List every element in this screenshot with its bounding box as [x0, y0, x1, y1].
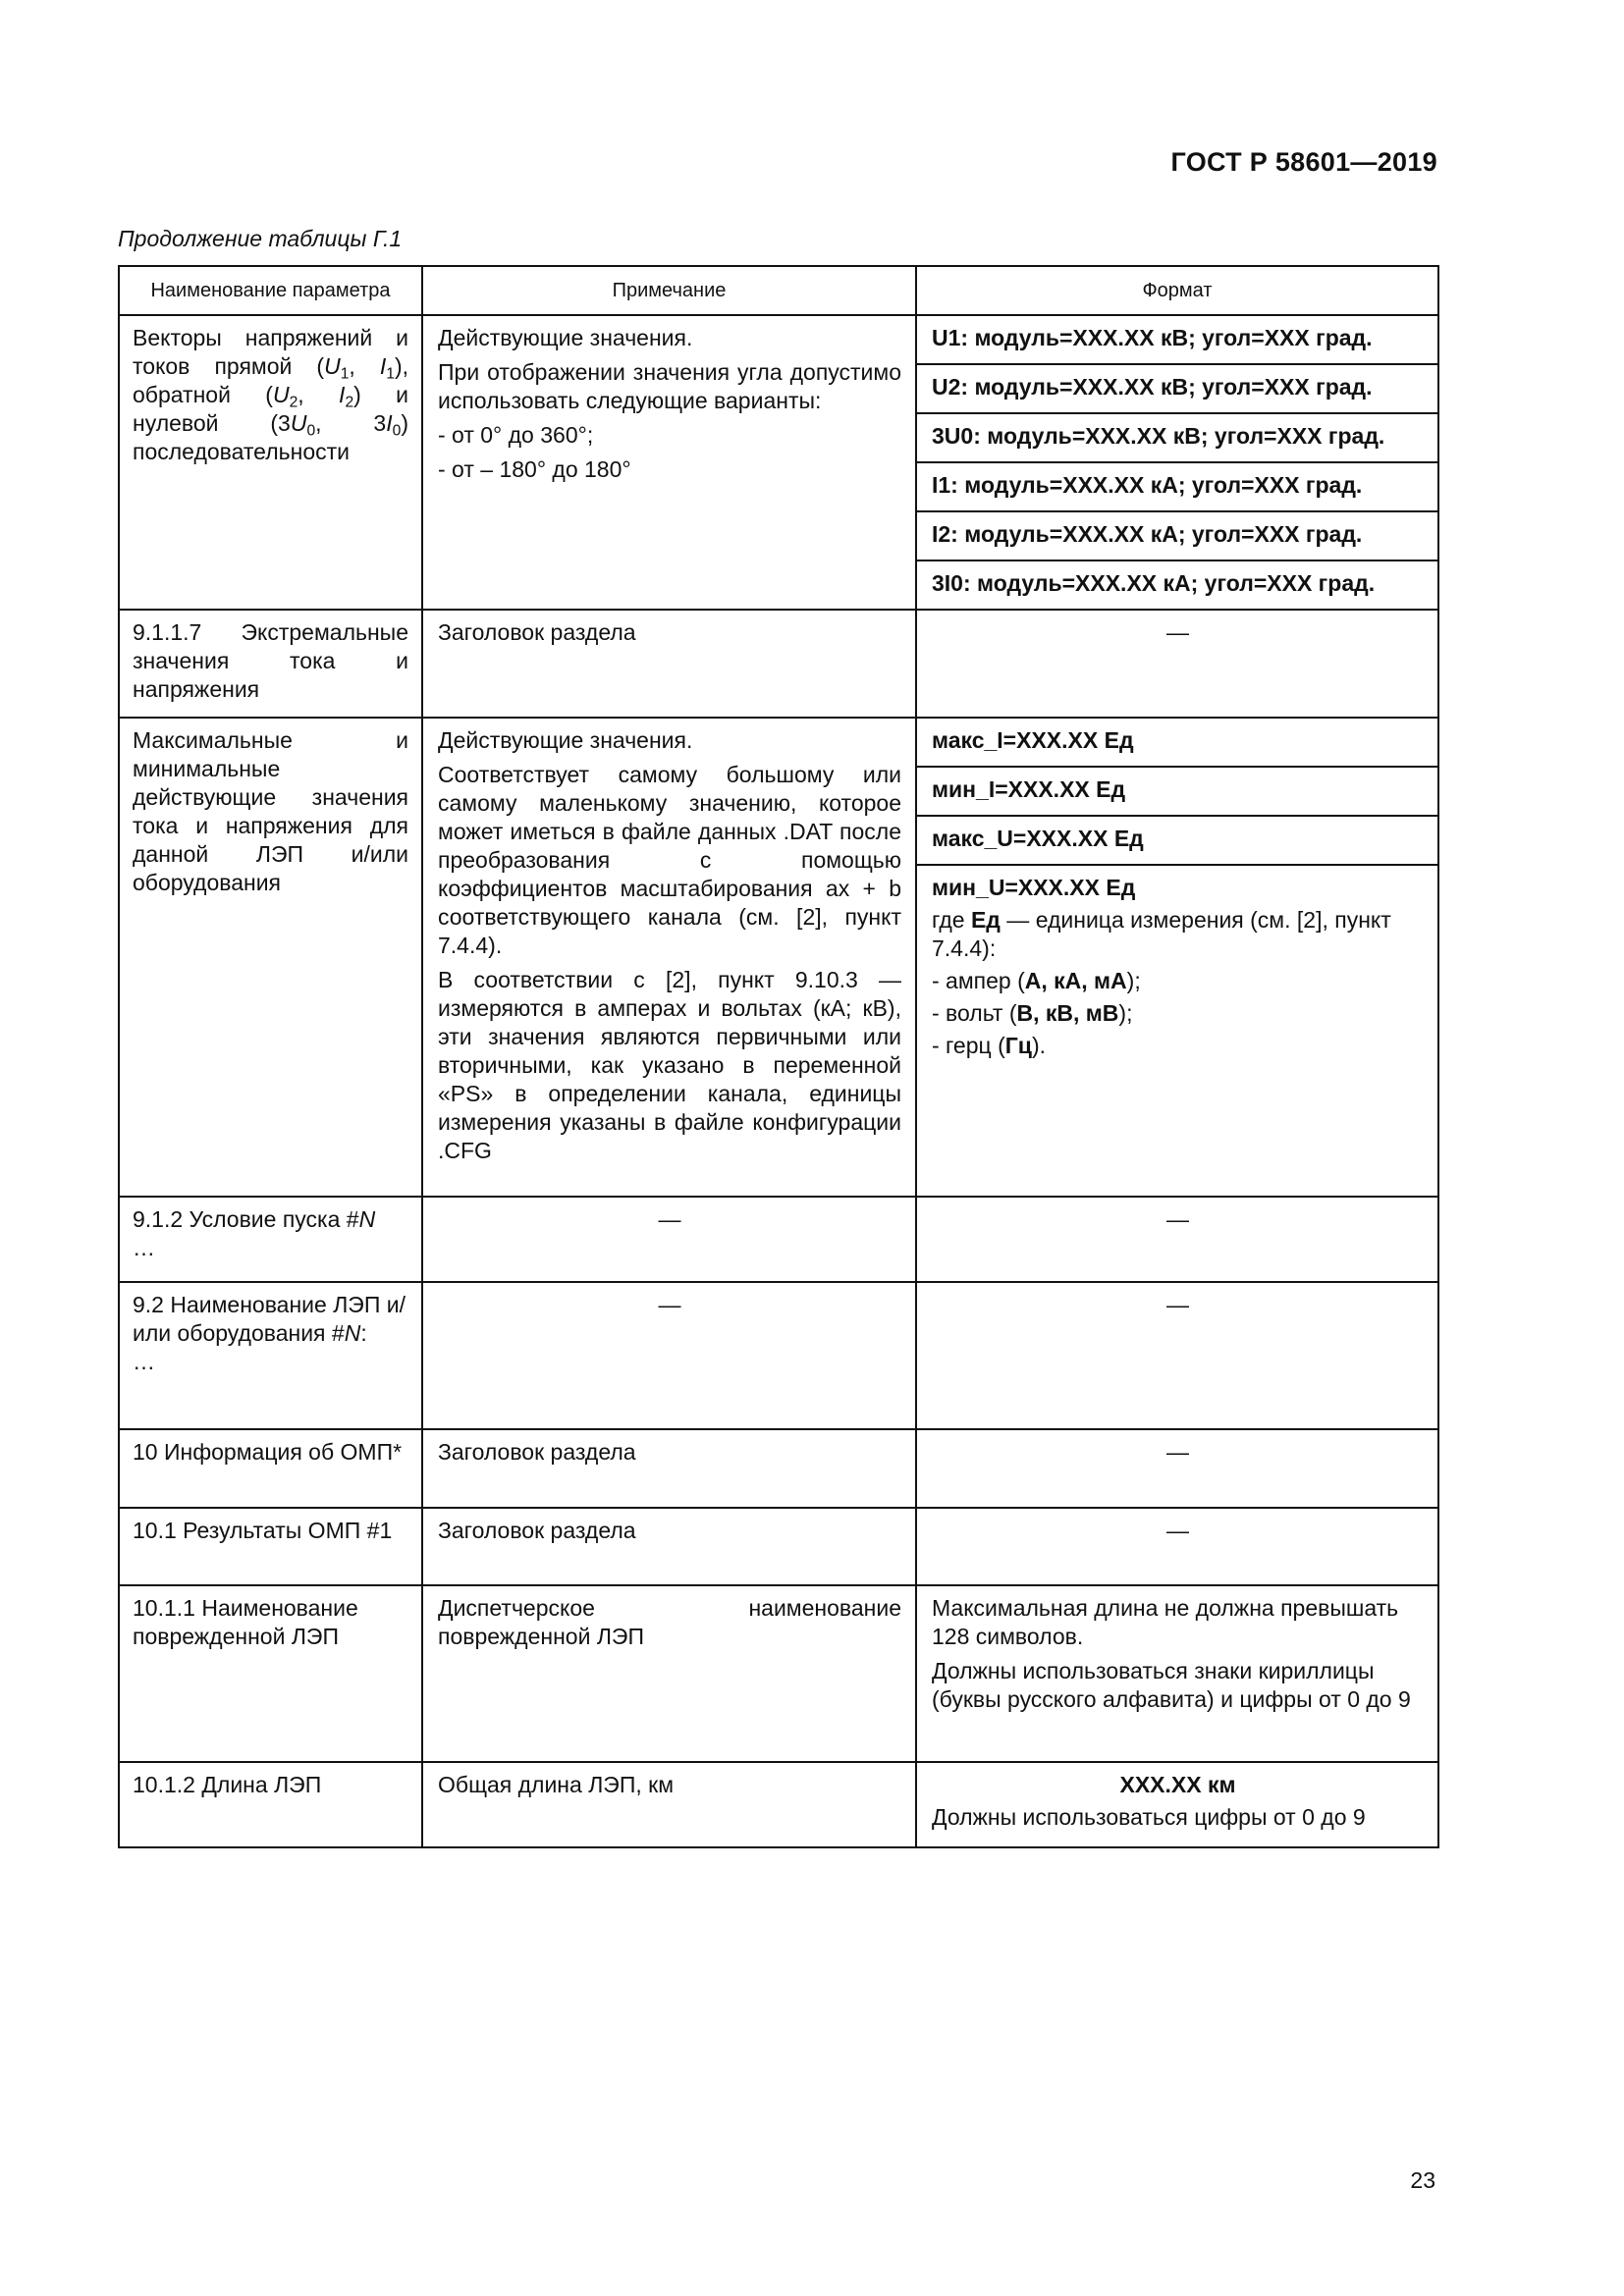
format-cell: I2: модуль=XXX.XX кА; угол=XXX град. — [916, 511, 1438, 561]
table-caption: Продолжение таблицы Г.1 — [118, 226, 403, 251]
text-fragment: ) и нулевой (3 — [133, 382, 409, 436]
text-fragment: ) последовательности — [133, 410, 408, 464]
format-cell: — — [916, 1429, 1438, 1508]
note-cell: Диспетчерское наименование поврежденной ЛЭП — [422, 1585, 916, 1762]
text-fragment: Гц — [1004, 1033, 1032, 1058]
text-fragment: 2 — [289, 394, 298, 411]
note-paragraph: В соответствии с [2], пункт 9.10.3 — измеряются в амперах и вольтах (кА; кВ), эти значения являются первичными или вторичными, как указано в переменной «PS» в определении канала, единицы измерения указаны в файле конфигурации .CFG — [438, 967, 901, 1163]
text-fragment: ); — [1126, 968, 1141, 993]
text-fragment: - герц ( — [932, 1033, 1005, 1058]
format-cell: — — [916, 610, 1438, 718]
format-cell — [916, 1762, 1438, 1847]
param-cell: 10.1.1 Наименование поврежденной ЛЭП — [119, 1585, 422, 1762]
text-fragment: - ампер ( — [932, 968, 1025, 993]
parameter-table — [118, 265, 1439, 1848]
text-fragment: , 3 — [315, 410, 387, 436]
table-row — [119, 315, 1438, 364]
format-cell: макс_I=XXX.XX Ед — [916, 718, 1438, 767]
param-cell: 10 Информация об ОМП* — [119, 1429, 422, 1508]
text-fragment: 1 — [386, 365, 395, 383]
param-cell: 9.1.1.7 Экстремальные значения тока и напряжения — [119, 610, 422, 718]
note-paragraph: Действующие значения. — [438, 325, 693, 350]
note-paragraph: Действующие значения. — [438, 727, 693, 753]
table-row — [119, 1282, 1438, 1429]
table-row — [119, 1762, 1438, 1847]
param-cell: 10.1.2 Длина ЛЭП — [119, 1762, 422, 1847]
note-cell: Заголовок раздела — [422, 610, 916, 718]
text-fragment: I — [379, 353, 387, 379]
note-cell — [422, 315, 916, 610]
text-fragment: U — [324, 353, 341, 379]
unit-list-item — [932, 1032, 1424, 1060]
text-fragment: , — [349, 353, 380, 379]
format-title: XXX.XX км — [1119, 1772, 1236, 1797]
text-fragment: — единица измерения (см. [2], пункт 7.4.4): — [932, 907, 1391, 961]
text-fragment: : — [360, 1320, 367, 1346]
text-fragment: U — [290, 410, 307, 436]
format-cell: U2: модуль=XXX.XX кВ; угол=XXX град. — [916, 364, 1438, 413]
unit-list-item — [932, 967, 1424, 995]
param-cell: 10.1 Результаты ОМП #1 — [119, 1508, 422, 1585]
text-fragment: N — [358, 1206, 376, 1232]
format-paragraph: Максимальная длина не должна превышать 128 символов. — [932, 1595, 1399, 1649]
text-fragment: 9.1.2 Условие пуска # — [133, 1206, 359, 1232]
standard-designation: ГОСТ Р 58601—2019 — [1170, 147, 1437, 177]
table-row — [119, 1585, 1438, 1762]
format-cell: I1: модуль=XXX.XX кА; угол=XXX град. — [916, 462, 1438, 511]
format-cell: — — [916, 1282, 1438, 1429]
text-fragment: Векторы напряжений и токов прямой ( — [133, 325, 408, 379]
param-cell — [119, 315, 422, 610]
table-row — [119, 1429, 1438, 1508]
note-cell: Общая длина ЛЭП, км — [422, 1762, 916, 1847]
note-cell: — — [422, 1282, 916, 1429]
text-fragment: ); — [1118, 1000, 1133, 1026]
table-header-row — [119, 266, 1438, 315]
format-cell — [916, 865, 1438, 1197]
note-list-item: - от 0° до 360°; — [438, 422, 594, 448]
param-cell — [119, 1197, 422, 1282]
format-cell: макс_U=XXX.XX Ед — [916, 816, 1438, 865]
text-fragment: 2 — [345, 394, 354, 411]
format-cell — [916, 1585, 1438, 1762]
text-fragment: Ед — [970, 907, 1001, 933]
column-header-parameter: Наименование параметра — [119, 266, 422, 315]
note-cell: — — [422, 1197, 916, 1282]
note-paragraph: Соответствует самому большому или самому маленькому значению, которое может иметься в файле данных .DAT после преобразования с помощью коэффициентов масштабирования ax + b соответствующего канала (см. [2], пункт 7.4.4). — [438, 762, 901, 958]
param-text — [133, 1205, 408, 1234]
text-fragment: ). — [1031, 1033, 1046, 1058]
format-cell: — — [916, 1197, 1438, 1282]
text-fragment: 9.2 Наименование ЛЭП и/или оборудования # — [133, 1292, 406, 1346]
param-text — [133, 324, 408, 466]
text-fragment: I — [339, 382, 346, 407]
text-fragment: N — [344, 1320, 361, 1346]
format-cell: 3U0: модуль=XXX.XX кВ; угол=XXX град. — [916, 413, 1438, 462]
format-paragraph: Должны использоваться знаки кириллицы (буквы русского алфавита) и цифры от 0 до 9 — [932, 1658, 1411, 1712]
text-fragment: - вольт ( — [932, 1000, 1017, 1026]
format-cell: 3I0: модуль=XXX.XX кА; угол=XXX град. — [916, 561, 1438, 610]
param-cell: Максимальные и минимальные действующие значения тока и напряжения для данной ЛЭП и/или оборудования — [119, 718, 422, 1197]
format-cell: U1: модуль=XXX.XX кВ; угол=XXX град. — [916, 315, 1438, 364]
column-header-format: Формат — [916, 266, 1438, 315]
note-cell: Заголовок раздела — [422, 1429, 916, 1508]
column-header-note: Примечание — [422, 266, 916, 315]
note-list-item: - от – 180° до 180° — [438, 456, 631, 482]
format-cell: — — [916, 1508, 1438, 1585]
param-cell — [119, 1282, 422, 1429]
param-continuation: … — [133, 1235, 155, 1260]
format-cell: мин_I=XXX.XX Ед — [916, 767, 1438, 816]
text-fragment: где — [932, 907, 971, 933]
note-cell: Заголовок раздела — [422, 1508, 916, 1585]
text-fragment: 1 — [340, 365, 350, 383]
format-title: мин_U=XXX.XX Ед — [932, 875, 1136, 900]
table-row — [119, 718, 1438, 767]
note-paragraph: При отображении значения угла допустимо использовать следующие варианты: — [438, 359, 901, 413]
text-fragment: В, кВ, мВ — [1016, 1000, 1119, 1026]
note-cell — [422, 718, 916, 1197]
table-row — [119, 1508, 1438, 1585]
table-row — [119, 610, 1438, 718]
text-fragment: А, кА, мА — [1024, 968, 1127, 993]
text-fragment: 0 — [392, 422, 402, 440]
unit-list-item — [932, 999, 1424, 1028]
text-fragment: U — [272, 382, 290, 407]
text-fragment: I — [386, 410, 393, 436]
page-number: 23 — [1410, 2167, 1435, 2193]
param-text — [133, 1291, 408, 1348]
param-continuation: … — [133, 1349, 155, 1374]
unit-definition — [932, 906, 1424, 963]
text-fragment: , — [298, 382, 340, 407]
table-row — [119, 1197, 1438, 1282]
text-fragment: ), обратной ( — [133, 353, 409, 407]
format-paragraph: Должны использоваться цифры от 0 до 9 — [932, 1804, 1366, 1830]
text-fragment: 0 — [306, 422, 316, 440]
